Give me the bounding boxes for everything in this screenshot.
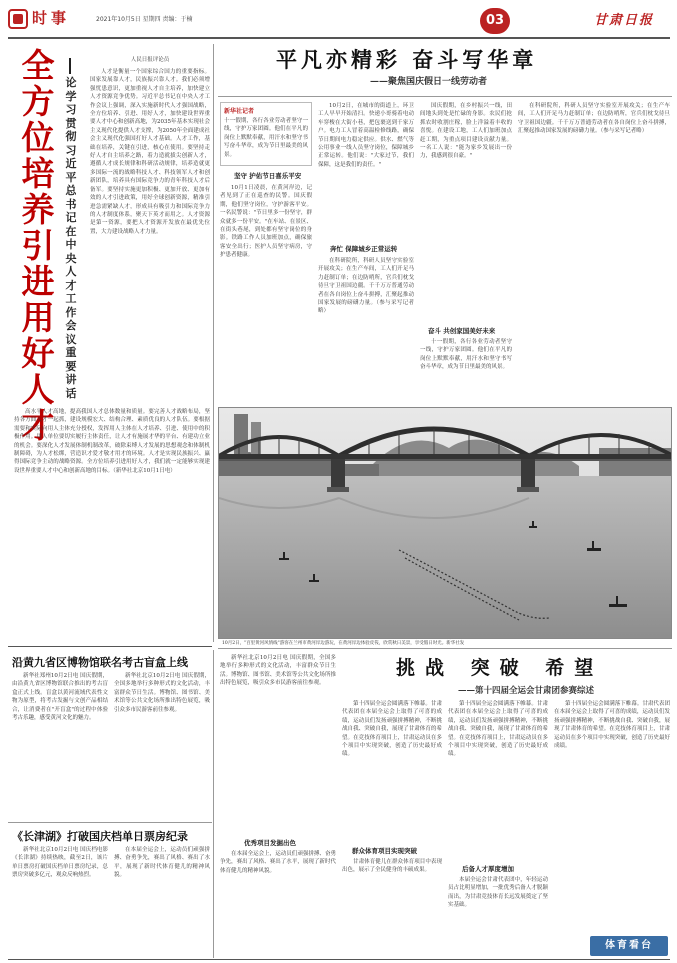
- games-reserve-talent-body: 本届全运会甘肃代表团中，年轻运动员占比明显增加，一批优秀后备人才脱颖而出，为甘肃竞技体育长远发展奠定了坚实基础。: [448, 877, 548, 909]
- column-four-text: 在科研院所，科研人员坚守实验室开展攻关；在生产车间，工人们开足马力赶制订单；在边防哨所，官兵们枕戈待旦守卫祖国边疆。千千万万普通劳动者在各自岗位上奋斗拼搏，汇聚起推动国家发展的磅礴力量。（参与采写记者略）: [518, 103, 670, 135]
- page-bottom-rule: [8, 959, 670, 960]
- editorial-subtitle: 论学习贯彻习近平总书记在中央人才工作会议重要讲话: [65, 76, 77, 400]
- page-number-badge: 03: [480, 8, 510, 34]
- photo-caption: 10月2日，"百里黄河风情线"游客在兰州市黄河岸边游玩，在黄河岸边体验皮筏，欣赏秋日美景，享受假日时光。新华社发: [222, 641, 465, 646]
- games-body-col1: 第十四届全运会圆满落下帷幕。甘肃代表团在本届全运会上取得了可喜的成绩，运动员们发扬顽强拼搏精神，不断挑战自我、突破自我，展现了甘肃体育的希望。在竞技体育项目上，甘肃运动员在多个项目中实现突破，创造了历史最好成绩。: [342, 701, 442, 758]
- section-heading-projects: 优秀项目发掘出色: [244, 839, 296, 847]
- news-body-changjin-right: 在本届全运会上，运动员们顽强拼搏、奋勇争先，赛出了风格、赛出了水平，展现了新时代体育健儿的精神风貌。: [114, 847, 210, 879]
- section-heading-reserve-talent: 后备人才厚度增加: [462, 865, 514, 873]
- culture-news-body: 新华社北京10月2日电 国庆假期，全国多地举行多种形式的文化活动，丰富群众节日生活。博物馆、图书馆、美术馆等公共文化场所推出特色展览，吸引众多市民游客前往参观。: [220, 655, 336, 687]
- projects-body: 在本届全运会上，运动员们顽强拼搏、奋勇争先，赛出了风格、赛出了水平，展现了新时代体育健儿的精神风貌。: [220, 851, 336, 874]
- subtitle-dash: [69, 58, 71, 74]
- section-heading-busy: 奔忙 保障城乡正常运转: [330, 245, 398, 253]
- bridge-photo-illustration: [219, 408, 672, 639]
- games-headline: 挑战 突破 希望: [396, 657, 604, 679]
- section-heading-strive: 奋斗 共创家国美好未来: [428, 327, 496, 335]
- editorial-body: 人才是衡量一个国家综合国力的重要指标。国家发展靠人才，民族振兴靠人才。我们必须增强忧患意识，更加重视人才自主培养，加快建立人才资源竞争优势。习近平总书记在中央人才工作会议上强调，深入实施新时代人才强国战略，全方位培养、引进、用好人才，加快建设世界重要人才中心和创新高地，为2035年基本实现社会主义现代化提供人才支撑，为2050年全面建成社会主义现代化强国打好人才基础。人才工作，基础在培养，关键在引进，核心在使用。要坚持走好人才自主培养之路，着力造就拔尖创新人才，遵循人才成长规律和科研活动规律，培养造就更多国际一流的战略科技人才、科技领军人才和创新团队，培养具有国际竞争力的青年科技人才后备军。要坚持实施更加积极、更加开放、更加有效的人才引进政策，用好全球创新资源，精准引进急需紧缺人才，形成具有吸引力和国际竞争力的人才制度体系，聚天下英才而用之。人才资源是第一资源，要把人才资源开发放在最优先位置，大力建设战略人才力量。: [90, 69, 210, 235]
- section-name: 时事: [32, 9, 71, 27]
- sports-section-tag: 体育看台: [590, 936, 668, 956]
- news-headline-changjin-lake: 《长津湖》打破国庆档单日票房纪录: [12, 830, 188, 843]
- header-date: 2021年10月5日 星期四 责编：于楠: [96, 16, 193, 23]
- games-body-col2: 第十四届全运会圆满落下帷幕。甘肃代表团在本届全运会上取得了可喜的成绩，运动员们发扬顽强拼搏精神，不断挑战自我、突破自我，展现了甘肃体育的希望。在竞技体育项目上，甘肃运动员在多个项目中实现突破，创造了历史最好成绩。: [448, 701, 548, 758]
- games-mass-sports-body: 甘肃体育健儿在群众体育项目中表现出色，展示了全民健身的丰硕成果。: [342, 859, 442, 874]
- column-divider: [213, 44, 214, 642]
- story-top-rule: [218, 96, 672, 97]
- editorial-body-continued: 高水平人才高地，提高我国人才总体数量和质量。要完善人才战略布局，坚持各方面人才一起抓，建设规模宏大、结构合理、素质优良的人才队伍。要根据需要和实际向用人主体充分授权，发挥用人主体在人才培养、引进、使用中的积极作用。用人单位要切实履行主体责任，让人才有施展才华的平台、有建功立业的机会。要深化人才发展体制机制改革，破除束缚人才发展的思想观念和体制机制障碍，为人才松绑，营造识才爱才敬才用才的环境。人才是实现民族振兴、赢得国际竞争主动的战略资源。全方位培养引进用好人才，我们就一定能够实现建设世界重要人才中心和创新高地的目标。（新华社北京10月1日电）: [14, 409, 210, 474]
- games-body-col3: 第十四届全运会圆满落下帷幕。甘肃代表团在本届全运会上取得了可喜的成绩，运动员们发扬顽强拼搏精神，不断挑战自我、突破自我，展现了甘肃体育的希望。在竞技体育项目上，甘肃运动员在多个项目中实现突破，创造了历史最好成绩。: [554, 701, 670, 750]
- reporter-box: [220, 102, 312, 166]
- news-body-museum-right: 新华社北京10月2日电 国庆假期，全国多地举行多种形式的文化活动，丰富群众节日生活。博物馆、图书馆、美术馆等公共文化场所推出特色展览，吸引众多市民游客前往参观。: [114, 673, 210, 713]
- newspaper-logo-icon: [8, 9, 28, 29]
- reporter-box-text: 十一假期，各行各业劳动者坚守一线，守护万家团圆。他们在平凡的岗位上默默奉献，用汗水和坚守书写奋斗华章，成为节日里最美的风景。: [224, 118, 308, 158]
- section-body-guard: 10月1日凌晨，在黄河岸边，记者见到了正在巡查的民警。国庆假期，他们坚守岗位，守护游客平安。一名民警说："节日里多一份坚守，群众就多一份平安。"在车站、在景区、在街头巷尾，到处都有坚守岗位的身影。铁路工作人员加班加点，确保旅客安全出行；医护人员坚守病房，守护患者健康。: [220, 185, 312, 259]
- games-subheadline: ——第十四届全运会甘肃团参赛综述: [458, 686, 595, 696]
- yellow-river-bridge-photo: [218, 407, 672, 639]
- column-three-text: 国庆假期，在乡村振兴一线，田间地头到处是忙碌的身影。农民们抢抓农时收割庄稼，脸上洋溢着丰收的喜悦。在建设工地，工人们加班加点赶工期，为重点项目建设贡献力量。一名工人说："能为家乡发展出一份力，我感到很自豪。": [420, 103, 512, 160]
- main-story-headline: 平凡亦精彩 奋斗写华章: [276, 47, 538, 72]
- section-body-strive: 十一假期，各行各业劳动者坚守一线，守护万家团圆。他们在平凡的岗位上默默奉献，用汗水和坚守书写奋斗华章，成为节日里最美的风景。: [420, 339, 512, 371]
- main-story-subheadline: ——聚焦国庆假日一线劳动者: [370, 77, 488, 87]
- news-body-changjin-left: 新华社北京10月2日电 国庆档电影《长津湖》持续热映，截至2日，该片单日票房打破国庆档单日票房纪录，总票房突破多亿元，观众反响热烈。: [12, 847, 108, 879]
- section-body-busy: 在科研院所，科研人员坚守实验室开展攻关；在生产车间，工人们开足马力赶制订单；在边防哨所，官兵们枕戈待旦守卫祖国边疆。千千万万普通劳动者在各自岗位上奋斗拼搏，汇聚起推动国家发展的磅礴力量。（参与采写记者略）: [318, 258, 414, 315]
- news-body-museum-left: 新华社郑州10月2日电 国庆假期，由沿黄九省区博物馆联合推出的考古盲盒正式上线。盲盒以黄河流域代表性文物为原型，将考古发掘与文创产品相结合，让消费者在"开盲盒"的过程中体验考古乐趣，感受黄河文化的魅力。: [12, 673, 108, 722]
- section-divider: [8, 646, 212, 647]
- section-heading-guard: 坚守 护佑节日喜乐平安: [234, 172, 302, 180]
- reporter-box-title: 新华社记者: [224, 108, 255, 115]
- news-divider: [8, 822, 212, 823]
- photo-bottom-rule: [218, 648, 672, 649]
- column-two-text: 10月2日，在城市的街道上，环卫工人早早开始清扫。快递小哥骑着电动车穿梭在大街小巷，把包裹送到千家万户。电力工人冒着高温检修线路，确保节日期间电力稳定供应。供水、燃气等公用事业一线人员坚守岗位，保障城乡正常运转。他们说："大家过节，我们保障，这是我们的责任。": [318, 103, 414, 168]
- section-heading-mass-sports: 群众体育项目实现突破: [352, 847, 417, 855]
- header-divider: [8, 37, 670, 39]
- newspaper-brand: 甘肃日报: [594, 13, 655, 28]
- news-headline-museum-blindbox: 沿黄九省区博物馆联名考古盲盒上线: [12, 656, 188, 669]
- editorial-headline: 全方位培养引进用好人才: [21, 46, 55, 445]
- editorial-source: 人民日报评论员: [130, 57, 170, 63]
- page-header: [0, 0, 677, 38]
- lower-column-divider: [213, 650, 214, 958]
